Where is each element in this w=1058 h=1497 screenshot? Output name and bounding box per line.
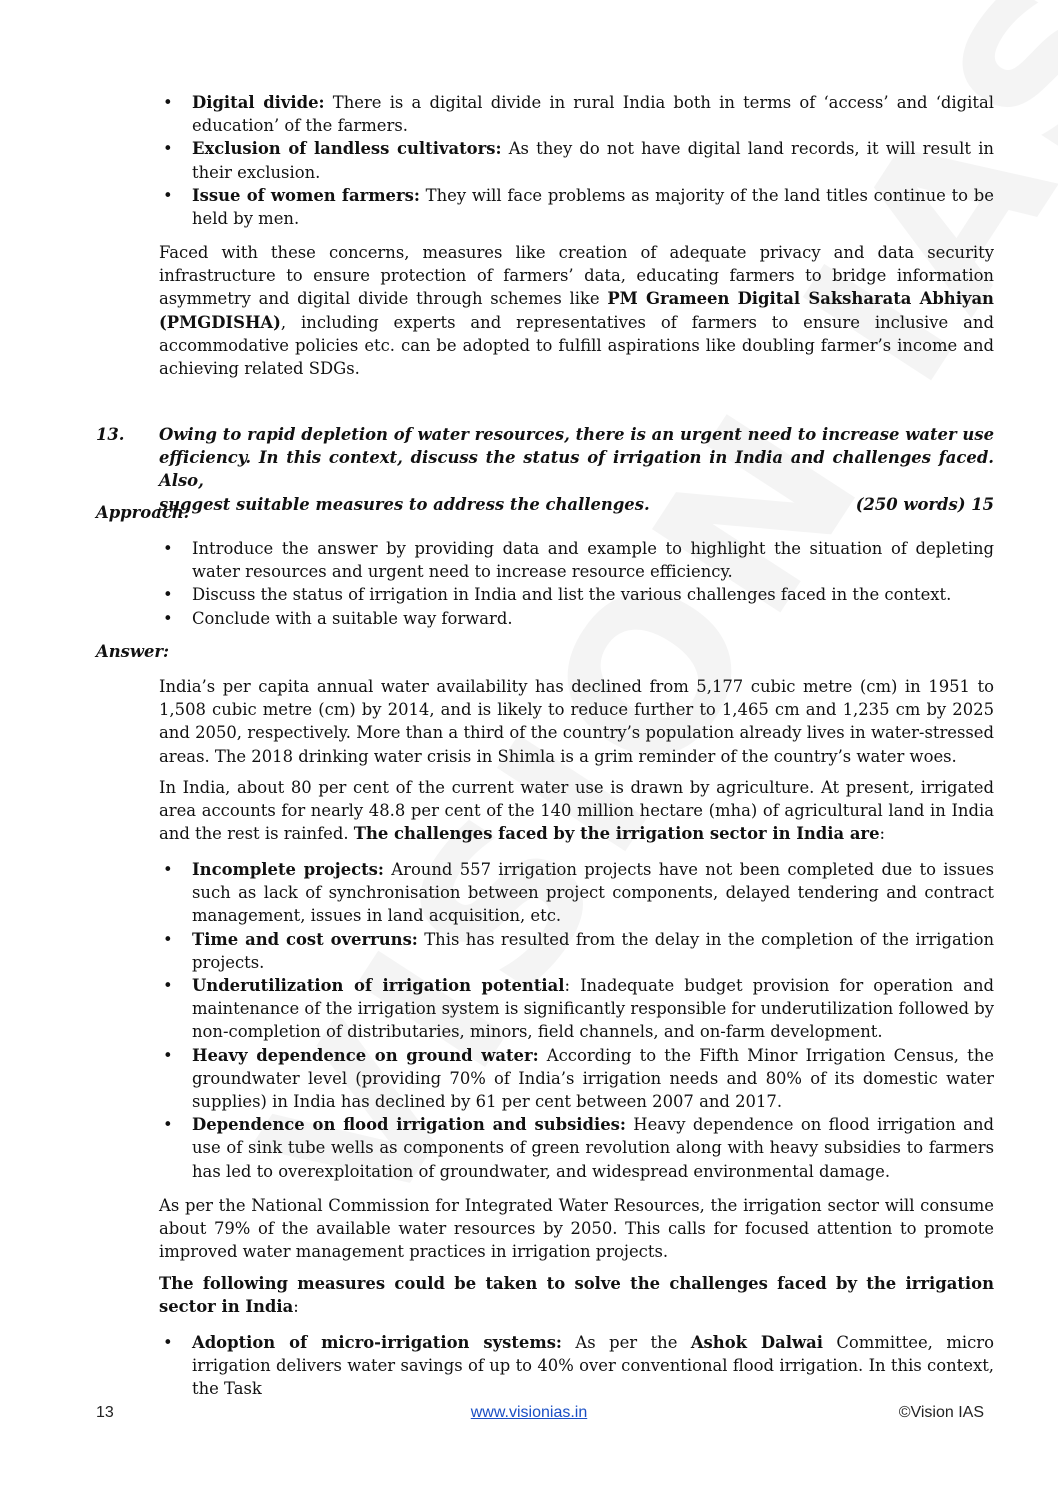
website-link[interactable]: www.visionias.in bbox=[470, 1404, 588, 1421]
answer-label: Answer: bbox=[96, 642, 170, 661]
question-last-line: suggest suitable measures to address the challenges. bbox=[159, 494, 650, 514]
approach-list bbox=[159, 537, 994, 630]
question-number: 13. bbox=[96, 425, 125, 444]
answer-paragraph-1: India’s per capita annual water availability has declined from 5,177 cubic metre (cm) in 1951 to 1,508 cubic metre (cm) by 2014, and is likely to reduce further to 1,465 cm and 1,235 cm by 2025 and 2050, respectively. More than a third of the country’s population already lives in water-stressed areas. The 2018 drinking water crisis in Shimla is a grim reminder of the country’s water woes. bbox=[159, 677, 994, 766]
challenges-list bbox=[159, 858, 994, 1183]
list-item: • Heavy dependence on ground water: According to the Fifth Minor Irrigation Census, the groundwater level (providing 70% of India’s irrigation needs and 80% of its domestic water supplies) in India has declined by 61 per cent between 2007 and 2017. bbox=[159, 1044, 994, 1114]
list-item: • Introduce the answer by providing data and example to highlight the situation of depleting water resources and urgent need to increase resource efficiency. bbox=[159, 537, 994, 583]
list-item: • Adoption of micro-irrigation systems: As per the Ashok Dalwai Committee, micro irrigation delivers water savings of up to 40% over conventional flood irrigation. In this context, the Task bbox=[159, 1331, 994, 1401]
question-text: Owing to rapid depletion of water resources, there is an urgent need to increase water use efficiency. In this context, discuss the status of irrigation in India and challenges faced. Also, suggest suitable measures to address the challenges. (250 words) 15 bbox=[159, 423, 994, 516]
measures-heading: The following measures could be taken to solve the challenges faced by the irrigation sector in India: bbox=[159, 1274, 994, 1317]
approach-label: Approach: bbox=[96, 503, 190, 522]
list-item: • Incomplete projects: Around 557 irrigation projects have not been completed due to issues such as lack of synchronisation between project components, delayed tendering and contract management, issues in land acquisition, etc. bbox=[159, 858, 994, 928]
copyright-text: ©Vision IAS bbox=[898, 1404, 984, 1421]
list-item: • Dependence on flood irrigation and subsidies: Heavy dependence on flood irrigation and use of sink tube wells as components of green revolution along with heavy subsidies to farmers has led to overexploitation of groundwater, and widespread environmental damage. bbox=[159, 1113, 994, 1183]
concern-bullet-list bbox=[159, 91, 994, 230]
list-item: • Discuss the status of irrigation in India and list the various challenges faced in the context. bbox=[159, 583, 994, 606]
list-item: • Conclude with a suitable way forward. bbox=[159, 607, 994, 630]
list-item: • Exclusion of landless cultivators: As they do not have digital land records, it will result in their exclusion. bbox=[159, 137, 994, 183]
list-item: • Time and cost overruns: This has resulted from the delay in the completion of the irrigation projects. bbox=[159, 928, 994, 974]
concerns-paragraph: Faced with these concerns, measures like creation of adequate privacy and data security infrastructure to ensure protection of farmers’ data, educating farmers to bridge information asymmetry and digital divide through schemes like PM Grameen Digital Saksharata Abhiyan (PMGDISHA), including experts and representatives of farmers to ensure inclusive and accommodative policies etc. can be adopted to fulfill aspirations like doubling farmer’s income and achieving related SDGs. bbox=[159, 243, 994, 379]
measures-list bbox=[159, 1331, 994, 1401]
question-marks: (250 words) 15 bbox=[855, 494, 994, 514]
list-item: • Issue of women farmers: They will face problems as majority of the land titles continue to be held by men. bbox=[159, 184, 994, 230]
commission-paragraph: As per the National Commission for Integrated Water Resources, the irrigation sector will consume about 79% of the available water resources by 2050. This calls for focused attention to promote improved water management practices in irrigation projects. bbox=[159, 1196, 994, 1262]
answer-paragraph-2: In India, about 80 per cent of the current water use is drawn by agriculture. At present, irrigated area accounts for nearly 48.8 per cent of the 140 million hectare (mha) of agricultural land in India and the rest is rainfed. The challenges faced by the irrigation sector in India are: bbox=[159, 778, 994, 844]
list-item: • Underutilization of irrigation potential: Inadequate budget provision for operation and maintenance of the irrigation system is significantly responsible for underutilization followed by non-completion of distributaries, minors, field channels, and on-farm development. bbox=[159, 974, 994, 1044]
page-number: 13 bbox=[96, 1404, 114, 1421]
list-item: • Digital divide: There is a digital divide in rural India both in terms of ‘access’ and ‘digital education’ of the farmers. bbox=[159, 91, 994, 137]
